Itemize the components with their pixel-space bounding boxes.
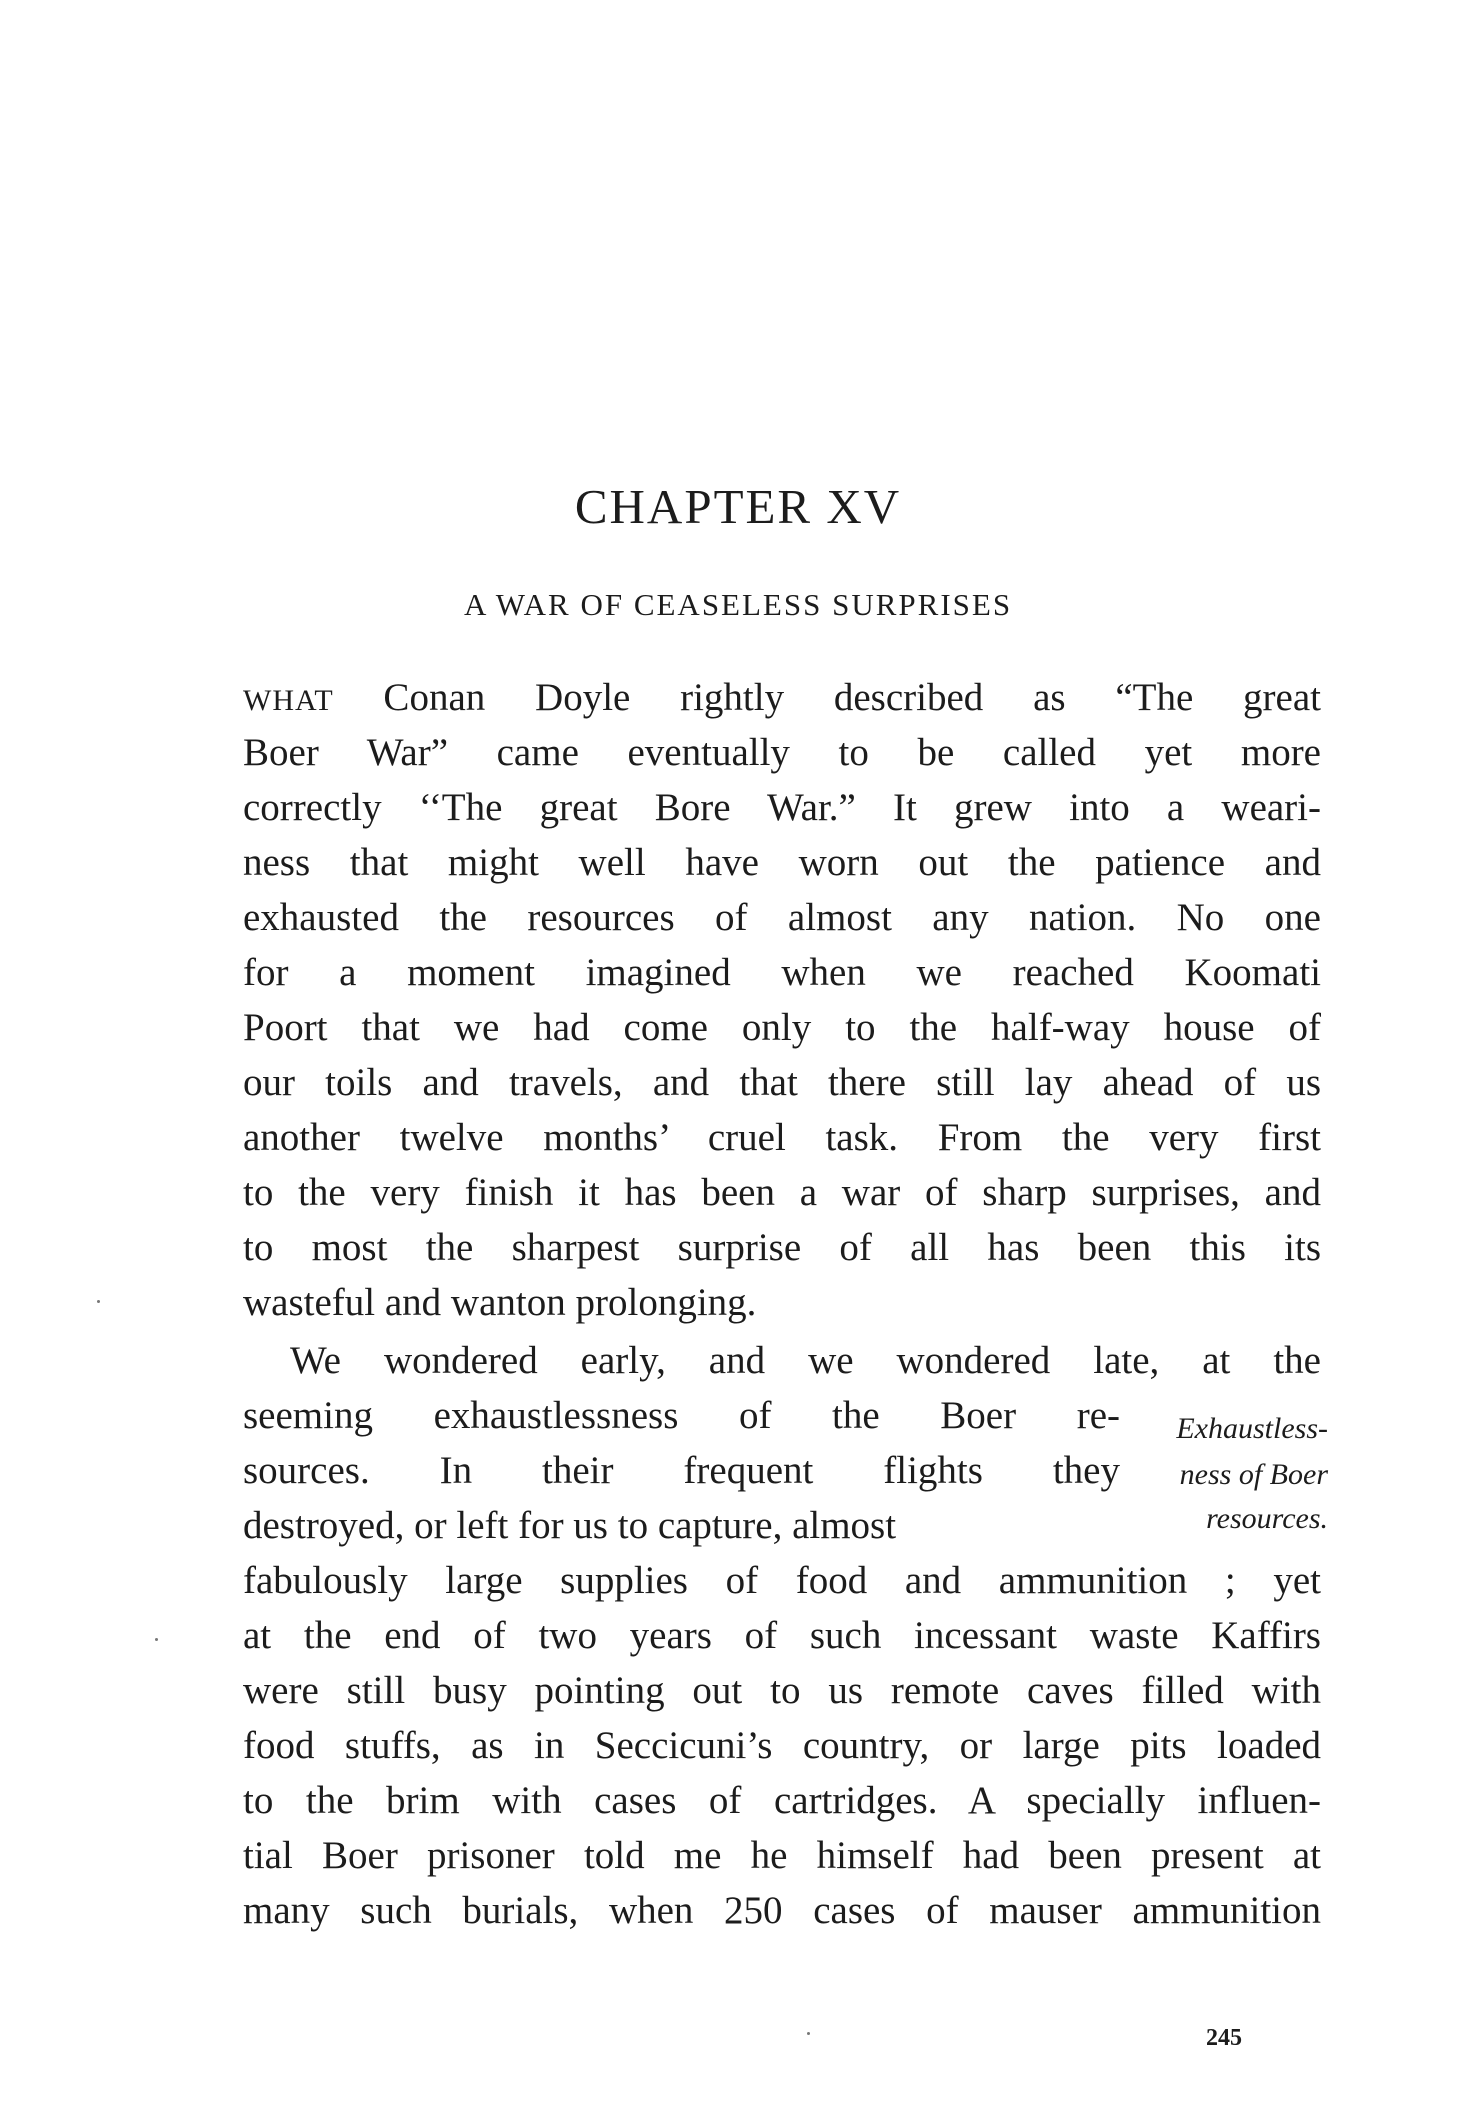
chapter-subtitle: A WAR OF CEASELESS SURPRISES bbox=[463, 587, 1013, 622]
paragraph-1-line-8: our toils and travels, and that there still lay ahead of us bbox=[243, 1061, 1321, 1104]
chapter-title: CHAPTER XV bbox=[574, 479, 902, 534]
paragraph-2-line-4: destroyed, or left for us to capture, almost bbox=[243, 1504, 897, 1547]
paragraph-1-line-3: correctly ‘‘The great Bore War.” It grew into a weari- bbox=[243, 786, 1321, 829]
paragraph-2-line-7: were still busy pointing out to us remote caves filled with bbox=[243, 1669, 1321, 1712]
line-text: Conan Doyle rightly described as “The great bbox=[333, 676, 1321, 719]
paragraph-2-line-3: sources. In their frequent flights they bbox=[243, 1449, 1120, 1492]
paragraph-2-line-5: fabulously large supplies of food and ammunition ; yet bbox=[243, 1559, 1321, 1602]
paragraph-2-line-6: at the end of two years of such incessant waste Kaffirs bbox=[243, 1614, 1321, 1657]
paragraph-1-line-2: Boer War” came eventually to be called yet more bbox=[243, 731, 1321, 774]
paragraph-2-line-1: We wondered early, and we wondered late, at the bbox=[290, 1339, 1321, 1382]
paragraph-1-line-7: Poort that we had come only to the half-way house of bbox=[243, 1006, 1321, 1049]
scan-speck bbox=[155, 1638, 158, 1641]
drop-word: WHAT bbox=[243, 684, 334, 717]
paragraph-2-line-10: tial Boer prisoner told me he himself had been present at bbox=[243, 1834, 1321, 1877]
scan-speck bbox=[807, 2032, 810, 2035]
paragraph-1-line-1 bbox=[243, 678, 1321, 717]
paragraph-2-line-8: food stuffs, as in Seccicuni’s country, or large pits loaded bbox=[243, 1724, 1321, 1767]
margin-note-line-2: ness of Boer bbox=[1179, 1458, 1328, 1491]
page-number: 245 bbox=[1206, 2025, 1242, 2051]
paragraph-1-line-9: another twelve months’ cruel task. From the very first bbox=[243, 1116, 1321, 1159]
paragraph-2-line-2: seeming exhaustlessness of the Boer re- bbox=[243, 1394, 1120, 1437]
margin-note-line-3: resources. bbox=[1206, 1502, 1328, 1535]
paragraph-2-line-9: to the brim with cases of cartridges. A specially influen- bbox=[243, 1779, 1321, 1822]
paragraph-1-line-11: to most the sharpest surprise of all has been this its bbox=[243, 1226, 1321, 1269]
paragraph-1-line-5: exhausted the resources of almost any nation. No one bbox=[243, 896, 1321, 939]
scan-speck bbox=[97, 1300, 100, 1303]
margin-note-line-1: Exhaustless- bbox=[1176, 1412, 1328, 1445]
paragraph-2-line-11: many such burials, when 250 cases of mauser ammunition bbox=[243, 1889, 1321, 1932]
paragraph-1-line-10: to the very finish it has been a war of sharp surprises, and bbox=[243, 1171, 1321, 1214]
paragraph-1-line-12: wasteful and wanton prolonging. bbox=[243, 1281, 757, 1324]
paragraph-1-line-4: ness that might well have worn out the patience and bbox=[243, 841, 1321, 884]
paragraph-1-line-6: for a moment imagined when we reached Koomati bbox=[243, 951, 1321, 994]
